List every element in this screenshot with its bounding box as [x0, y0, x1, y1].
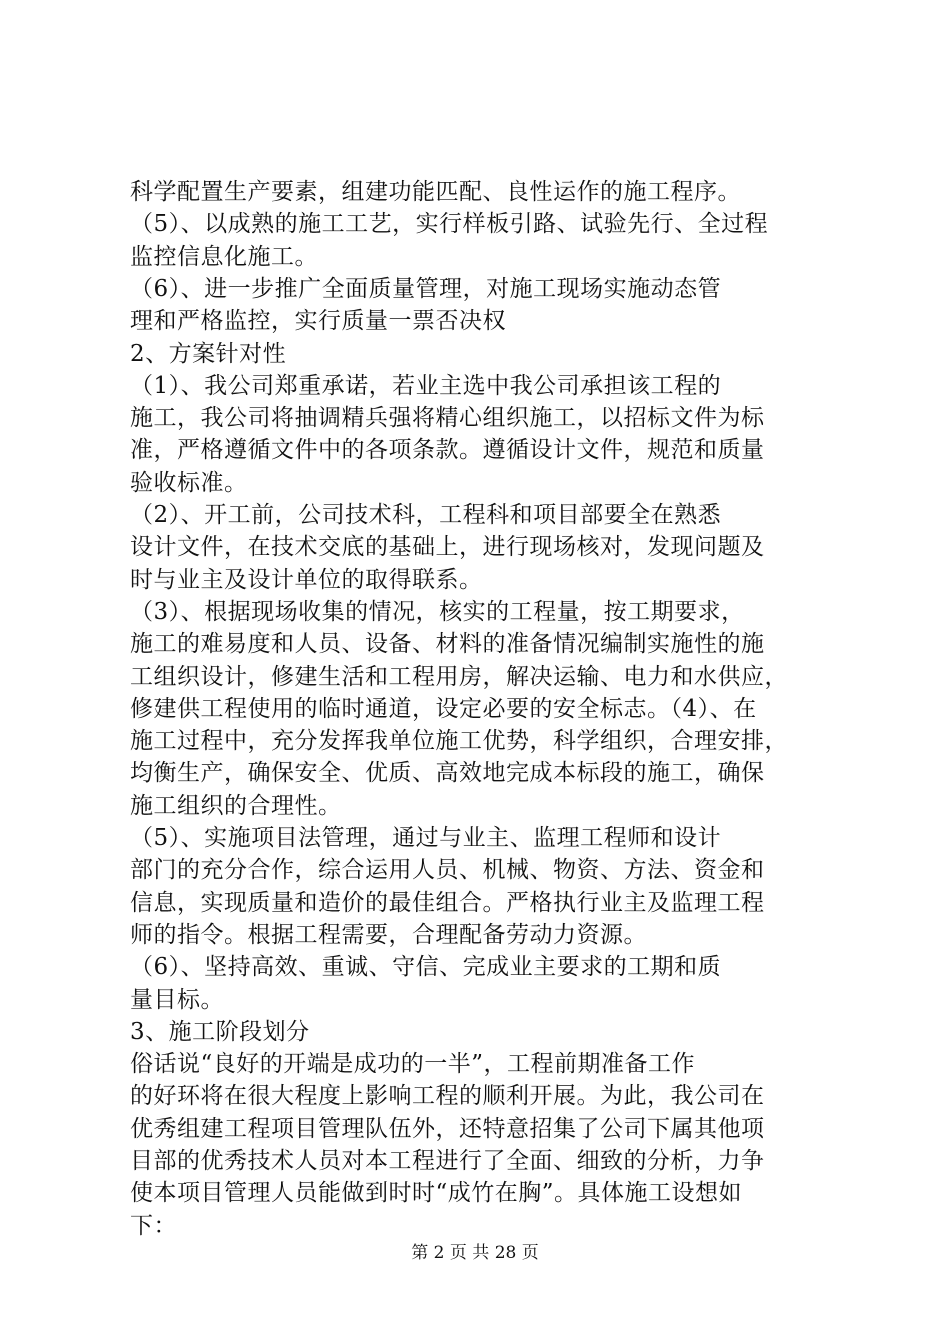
text-line: （1）、我公司郑重承诺，若业主选中我公司承担该工程的: [130, 372, 722, 399]
text-line: 工组织设计，修建生活和工程用房，解决运输、电力和水供应，: [130, 663, 788, 690]
text-line: 施工的难易度和人员、设备、材料的准备情况编制实施性的施: [130, 631, 765, 658]
text-line: （5）、实施项目法管理，通过与业主、监理工程师和设计: [130, 825, 722, 851]
text-line: 2、方案针对性: [130, 340, 287, 367]
text-line: 理和严格监控，实行质量一票否决权: [130, 308, 506, 335]
text-line: 施工过程中，充分发挥我单位施工优势，科学组织，合理安排，: [130, 728, 788, 755]
text-line: 量目标。: [130, 986, 224, 1013]
text-line: 设计文件，在技术交底的基础上，进行现场核对，发现问题及: [130, 534, 765, 561]
text-line: 3、施工阶段划分: [130, 1018, 310, 1045]
text-line: 部门的充分合作，综合运用人员、机械、物资、方法、资金和: [130, 857, 765, 884]
text-line: 施工，我公司将抽调精兵强将精心组织施工，以招标文件为标: [130, 405, 765, 432]
text-line: （5）、以成熟的施工工艺，实行样板引路、试验先行、全过程: [130, 211, 769, 238]
page-footer: 第 2 页 共 28 页: [411, 1243, 539, 1263]
text-line: 均衡生产，确保安全、优质、高效地完成本标段的施工，确保: [130, 760, 765, 787]
text-line: 信息，实现质量和造价的最佳组合。严格执行业主及监理工程: [130, 889, 765, 916]
text-line: 师的指令。根据工程需要，合理配备劳动力资源。: [130, 921, 647, 948]
text-line: 下：: [130, 1212, 177, 1239]
text-line: （6）、进一步推广全面质量管理，对施工现场实施动态管: [130, 275, 722, 302]
text-line: 俗话说“良好的开端是成功的一半”，工程前期准备工作: [130, 1051, 696, 1078]
text-line: （2）、开工前，公司技术科，工程科和项目部要全在熟悉: [130, 502, 722, 528]
text-line: 监控信息化施工。: [130, 243, 318, 270]
text-line: 施工组织的合理性。: [130, 792, 342, 819]
text-line: 修建供工程使用的临时通道，设定必要的安全标志。（4）、在: [130, 695, 757, 722]
text-line: 的好环将在很大程度上影响工程的顺利开展。为此，我公司在: [130, 1083, 765, 1110]
text-line: 准，严格遵循文件中的各项条款。遵循设计文件，规范和质量: [130, 437, 765, 464]
text-line: 时与业主及设计单位的取得联系。: [130, 566, 483, 593]
text-line: 优秀组建工程项目管理队伍外，还特意招集了公司下属其他项: [130, 1115, 765, 1142]
text-line: （3）、根据现场收集的情况，核实的工程量，按工期要求，: [130, 598, 745, 625]
text-line: 目部的优秀技术人员对本工程进行了全面、细致的分析，力争: [130, 1148, 765, 1174]
text-line: 验收标准。: [130, 469, 248, 496]
text-line: （6）、坚持高效、重诚、守信、完成业主要求的工期和质: [130, 954, 722, 981]
text-line: 使本项目管理人员能做到时时“成竹在胸”。具体施工设想如: [130, 1180, 743, 1207]
text-line: 科学配置生产要素，组建功能匹配、良性运作的施工程序。: [130, 179, 741, 205]
